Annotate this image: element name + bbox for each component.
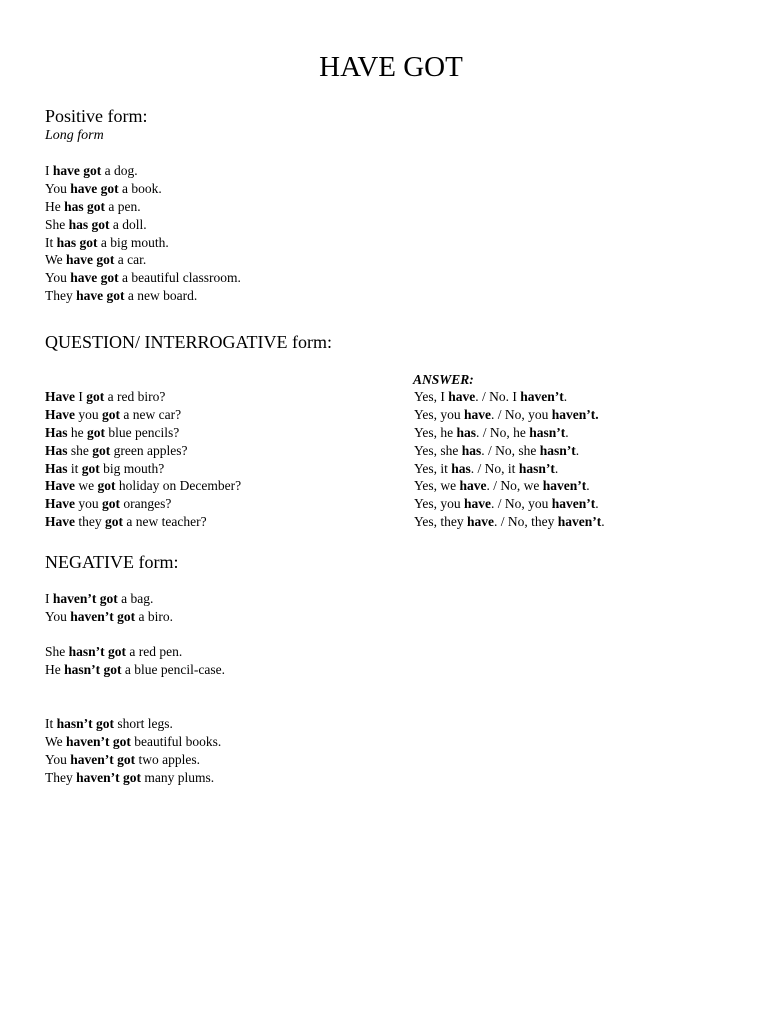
negative-sentence bbox=[45, 608, 173, 626]
verb-phrase: have got bbox=[52, 163, 102, 178]
verb-phrase: got bbox=[81, 460, 100, 476]
verb-phrase: haven’t got bbox=[52, 591, 118, 606]
verb-phrase: has got bbox=[64, 198, 106, 214]
positive-sentence bbox=[45, 287, 241, 305]
verb-phrase: haven’t got bbox=[70, 608, 136, 624]
page-title: HAVE GOT bbox=[319, 51, 463, 83]
verb-phrase: haven’t. bbox=[551, 406, 599, 422]
verb-phrase: Have bbox=[45, 514, 75, 530]
positive-form-heading: Positive form: bbox=[45, 106, 148, 126]
answer-sentence bbox=[414, 495, 605, 513]
sentence-text: you bbox=[75, 496, 102, 512]
sentence-text: Yes, you bbox=[414, 496, 465, 512]
sentence-text: . bbox=[565, 424, 569, 440]
sentence-text: . / No, you bbox=[491, 496, 552, 512]
sentence-text: a car. bbox=[114, 252, 147, 268]
question-sentence bbox=[45, 513, 241, 531]
sentence-text: short legs. bbox=[114, 716, 173, 731]
sentence-text: oranges? bbox=[120, 496, 172, 512]
sentence-text: You bbox=[45, 180, 71, 196]
verb-phrase: Has bbox=[45, 460, 68, 476]
negative-sentence-list-1 bbox=[45, 590, 173, 626]
sentence-text: a new board. bbox=[124, 288, 198, 304]
sentence-text: I bbox=[45, 163, 53, 178]
answer-sentence bbox=[414, 406, 605, 424]
verb-phrase: has bbox=[451, 460, 471, 476]
sentence-text: They bbox=[45, 288, 77, 304]
sentence-text: they bbox=[75, 514, 105, 530]
sentence-text: two apples. bbox=[135, 751, 201, 767]
question-sentence bbox=[45, 388, 241, 406]
sentence-text: green apples? bbox=[110, 442, 188, 458]
sentence-text: . bbox=[586, 478, 590, 494]
sentence-text: She bbox=[45, 644, 69, 659]
verb-phrase: has bbox=[456, 424, 477, 440]
answer-sentence bbox=[414, 513, 605, 531]
negative-sentence bbox=[45, 769, 221, 787]
verb-phrase: Have bbox=[45, 478, 75, 494]
positive-sentence bbox=[45, 269, 241, 287]
negative-sentence bbox=[45, 643, 225, 661]
positive-sentence-list bbox=[45, 162, 241, 305]
negative-sentence-list-2 bbox=[45, 643, 225, 679]
sentence-text: Yes, they bbox=[414, 514, 468, 530]
sentence-text: Yes, it bbox=[414, 460, 452, 476]
sentence-text: he bbox=[67, 424, 88, 440]
verb-phrase: haven’t got bbox=[66, 733, 131, 749]
sentence-text: a biro. bbox=[135, 608, 174, 624]
negative-sentence bbox=[45, 661, 225, 679]
sentence-text: I bbox=[75, 389, 87, 404]
sentence-text: He bbox=[45, 661, 65, 677]
negative-sentence-list-3 bbox=[45, 715, 221, 787]
verb-phrase: hasn’t got bbox=[56, 716, 115, 731]
verb-phrase: got bbox=[105, 514, 123, 530]
question-sentence bbox=[45, 495, 241, 513]
negative-form-heading: NEGATIVE form: bbox=[45, 552, 179, 572]
long-form-subheading: Long form bbox=[45, 128, 104, 143]
sentence-text: I bbox=[45, 591, 53, 606]
verb-phrase: have bbox=[464, 406, 492, 422]
sentence-text: . / No, he bbox=[476, 424, 530, 440]
verb-phrase: have got bbox=[70, 270, 119, 286]
sentence-text: a doll. bbox=[109, 216, 147, 232]
verb-phrase: has got bbox=[56, 234, 98, 250]
verb-phrase: Have bbox=[45, 496, 75, 512]
sentence-text: . / No, we bbox=[486, 478, 543, 494]
negative-sentence bbox=[45, 751, 221, 769]
positive-sentence bbox=[45, 234, 241, 252]
question-sentence bbox=[45, 477, 241, 495]
sentence-text: . bbox=[595, 496, 599, 512]
sentence-text: . / No, you bbox=[491, 406, 552, 422]
sentence-text: a bag. bbox=[117, 591, 154, 606]
sentence-text: many plums. bbox=[141, 769, 215, 785]
answer-sentence bbox=[414, 442, 605, 460]
verb-phrase: haven’t bbox=[542, 478, 587, 494]
sentence-text: . / No, they bbox=[494, 514, 558, 530]
sentence-text: . bbox=[554, 460, 559, 476]
negative-sentence bbox=[45, 733, 221, 751]
sentence-text: . bbox=[575, 442, 580, 458]
sentence-text: she bbox=[67, 442, 93, 458]
question-sentence bbox=[45, 442, 241, 460]
answer-list bbox=[414, 388, 605, 531]
verb-phrase: got bbox=[102, 406, 120, 422]
sentence-text: She bbox=[45, 216, 69, 232]
sentence-text: You bbox=[45, 608, 71, 624]
sentence-text: a dog. bbox=[101, 163, 138, 178]
sentence-text: . / No, it bbox=[470, 460, 519, 476]
verb-phrase: has bbox=[461, 442, 482, 458]
answer-label: ANSWER: bbox=[413, 372, 474, 387]
question-form-heading: QUESTION/ INTERROGATIVE form: bbox=[45, 332, 332, 352]
verb-phrase: Has bbox=[45, 442, 68, 458]
sentence-text: we bbox=[75, 478, 98, 494]
verb-phrase: have bbox=[459, 478, 487, 494]
verb-phrase: Have bbox=[45, 406, 75, 422]
answer-sentence bbox=[414, 460, 605, 478]
sentence-text: big mouth? bbox=[99, 460, 165, 476]
sentence-text: a new teacher? bbox=[123, 514, 207, 530]
sentence-text: It bbox=[45, 234, 57, 250]
sentence-text: a book. bbox=[118, 180, 162, 196]
answer-sentence bbox=[414, 477, 605, 495]
verb-phrase: have got bbox=[66, 252, 115, 268]
verb-phrase: got bbox=[97, 478, 116, 494]
sentence-text: It bbox=[45, 716, 57, 731]
sentence-text: Yes, he bbox=[414, 424, 457, 440]
verb-phrase: haven’t bbox=[551, 496, 596, 512]
negative-sentence bbox=[45, 590, 173, 608]
sentence-text: holiday on December? bbox=[115, 478, 242, 494]
sentence-text: a red pen. bbox=[126, 644, 183, 659]
answer-sentence bbox=[414, 424, 605, 442]
sentence-text: Yes, we bbox=[414, 478, 460, 494]
question-sentence bbox=[45, 424, 241, 442]
verb-phrase: hasn’t got bbox=[68, 644, 127, 659]
positive-sentence bbox=[45, 216, 241, 234]
sentence-text: a big mouth. bbox=[97, 234, 169, 250]
sentence-text: We bbox=[45, 252, 67, 268]
question-sentence bbox=[45, 460, 241, 478]
sentence-text: a red biro? bbox=[104, 389, 166, 404]
verb-phrase: got bbox=[86, 389, 105, 404]
sentence-text: a beautiful classroom. bbox=[118, 270, 241, 286]
verb-phrase: hasn’t bbox=[539, 442, 576, 458]
verb-phrase: have bbox=[467, 514, 495, 530]
sentence-text: He bbox=[45, 198, 65, 214]
sentence-text: . / No, she bbox=[481, 442, 540, 458]
positive-sentence bbox=[45, 198, 241, 216]
verb-phrase: got bbox=[92, 442, 111, 458]
sentence-text: . / No. I bbox=[475, 389, 521, 404]
sentence-text: . bbox=[601, 514, 605, 530]
verb-phrase: Have bbox=[45, 389, 75, 404]
sentence-text: We bbox=[45, 733, 67, 749]
sentence-text: Yes, you bbox=[414, 406, 465, 422]
positive-sentence bbox=[45, 180, 241, 198]
sentence-text: a pen. bbox=[105, 198, 141, 214]
sentence-text: blue pencils? bbox=[105, 424, 180, 440]
positive-sentence bbox=[45, 162, 241, 180]
verb-phrase: have bbox=[448, 389, 476, 404]
sentence-text: They bbox=[45, 769, 77, 785]
sentence-text: Yes, I bbox=[414, 389, 449, 404]
answer-sentence bbox=[414, 388, 605, 406]
question-list bbox=[45, 388, 241, 531]
verb-phrase: hasn’t bbox=[529, 424, 566, 440]
sentence-text: You bbox=[45, 270, 71, 286]
sentence-text: You bbox=[45, 751, 71, 767]
verb-phrase: haven’t got bbox=[76, 769, 141, 785]
verb-phrase: Has bbox=[45, 424, 68, 440]
verb-phrase: got bbox=[87, 424, 106, 440]
positive-sentence bbox=[45, 251, 241, 269]
verb-phrase: have got bbox=[70, 180, 119, 196]
verb-phrase: has got bbox=[68, 216, 110, 232]
sentence-text: beautiful books. bbox=[130, 733, 222, 749]
sentence-text: Yes, she bbox=[414, 442, 462, 458]
sentence-text: a blue pencil-case. bbox=[121, 661, 225, 677]
question-sentence bbox=[45, 406, 241, 424]
negative-sentence bbox=[45, 715, 221, 733]
verb-phrase: haven’t bbox=[520, 389, 564, 404]
verb-phrase: have got bbox=[76, 288, 125, 304]
verb-phrase: haven’t got bbox=[70, 751, 136, 767]
sentence-text: a new car? bbox=[120, 406, 182, 422]
verb-phrase: hasn’t got bbox=[64, 661, 122, 677]
verb-phrase: haven’t bbox=[557, 514, 602, 530]
verb-phrase: hasn’t bbox=[518, 460, 555, 476]
sentence-text: you bbox=[75, 406, 102, 422]
sentence-text: it bbox=[67, 460, 82, 476]
verb-phrase: got bbox=[102, 496, 120, 512]
verb-phrase: have bbox=[464, 496, 492, 512]
sentence-text: . bbox=[563, 389, 568, 404]
